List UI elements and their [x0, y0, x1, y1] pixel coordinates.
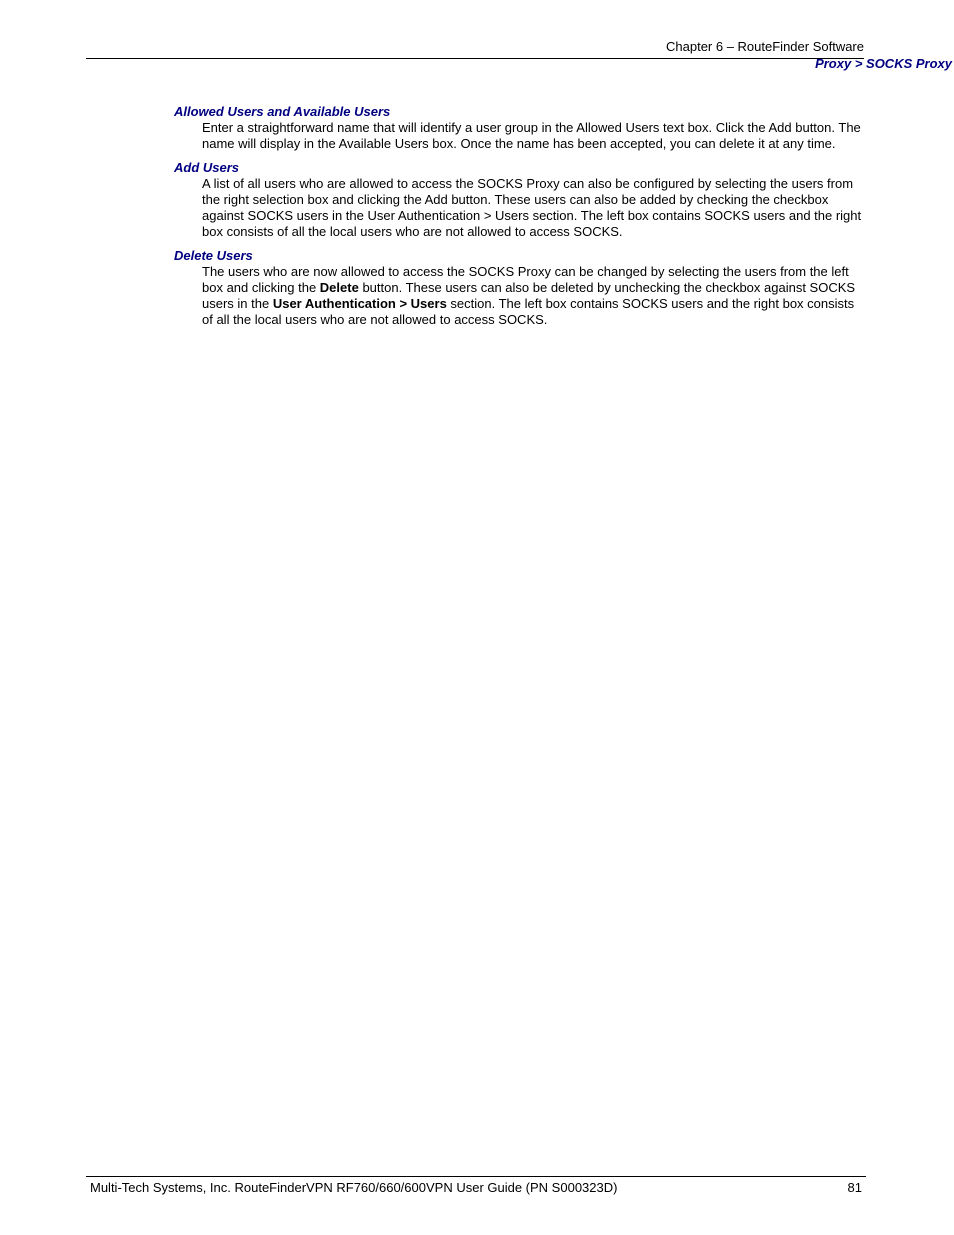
section-allowed-users: [174, 103, 864, 152]
footer-text: Multi-Tech Systems, Inc. RouteFinderVPN RF760/660/600VPN User Guide (PN S000323D): [90, 1180, 618, 1195]
section-delete-users: [174, 247, 864, 328]
body-text: The users who are now allowed to access the SOCKS Proxy can be changed by selecting the users from the left box and clicking the: [202, 264, 849, 295]
section-body: A list of all users who are allowed to access the SOCKS Proxy can also be configured by selecting the users from the right selection box and clicking the Add button. These users can also be added by checking the checkbox against SOCKS users in the User Authentication > Users section. The left box contains SOCKS users and the right box consists of all the local users who are not allowed to access SOCKS.: [202, 176, 862, 239]
section-body: Enter a straightforward name that will identify a user group in the Allowed Users text box. Click the Add button. The name will display in the Available Users box. Once the name has been accepted, you can delete it at any time.: [202, 120, 861, 151]
section-heading: Allowed Users and Available Users: [174, 104, 391, 119]
user-auth-label: User Authentication > Users: [272, 296, 447, 311]
section-heading: Delete Users: [174, 248, 253, 263]
section-add-users: [174, 159, 864, 240]
page-number: 81: [847, 1180, 862, 1195]
body-text: button. These users can also be deleted by unchecking the checkbox against SOCKS users in the: [202, 280, 856, 311]
section-body: [202, 264, 864, 328]
page-header: [86, 37, 864, 59]
chapter-title: Chapter 6 – RouteFinder Software: [666, 39, 864, 54]
section-title: Proxy > SOCKS Proxy: [815, 56, 952, 71]
page-footer: [86, 1176, 866, 1195]
delete-label: Delete: [319, 280, 359, 295]
section-heading: Add Users: [174, 160, 240, 175]
body-text: section. The left box contains SOCKS users and the right box consists of all the local users who are not allowed to access SOCKS.: [202, 296, 855, 327]
main-content: [174, 103, 864, 335]
